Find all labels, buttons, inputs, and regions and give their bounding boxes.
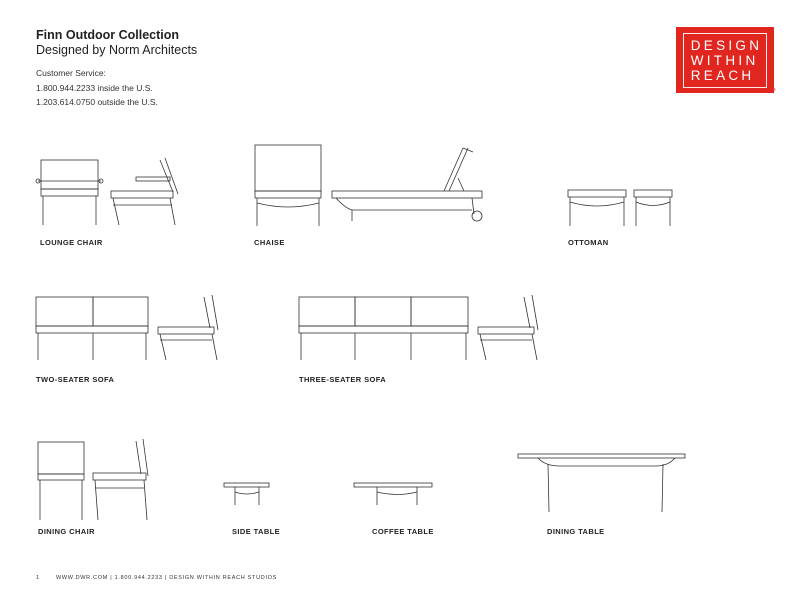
logo-line-reach: REACH <box>690 67 755 83</box>
lounge-chair-side-drawing <box>111 158 178 225</box>
phone-intl: 1.203.614.0750 outside the U.S. <box>36 97 158 107</box>
page-number: 1 <box>36 575 40 581</box>
page-subtitle: Designed by Norm Architects <box>36 43 198 57</box>
label-lounge-chair: LOUNGE CHAIR <box>40 238 103 247</box>
dining-table-drawing <box>518 454 685 512</box>
two-seater-sofa-side-drawing <box>158 295 218 360</box>
two-seater-sofa-front-drawing <box>36 297 148 360</box>
dining-chair-front-drawing <box>38 442 84 520</box>
label-dining-chair: DINING CHAIR <box>38 527 95 536</box>
side-table-drawing <box>224 483 269 505</box>
ottoman-drawing-1 <box>568 190 626 226</box>
label-dining-table: DINING TABLE <box>547 527 605 536</box>
phone-us: 1.800.944.2233 inside the U.S. <box>36 83 153 93</box>
page-title: Finn Outdoor Collection <box>36 28 180 42</box>
registered-mark: ® <box>773 87 776 92</box>
footer-text: WWW.DWR.COM | 1.800.944.2233 | DESIGN WITHIN REACH STUDIOS <box>56 575 278 581</box>
chaise-side-drawing <box>332 148 482 221</box>
logo-line-design: DESIGN <box>690 37 763 53</box>
label-chaise: CHAISE <box>254 238 285 247</box>
coffee-table-drawing <box>354 483 432 505</box>
chaise-front-drawing <box>255 145 321 226</box>
label-side-table: SIDE TABLE <box>232 527 281 536</box>
label-ottoman: OTTOMAN <box>568 238 609 247</box>
customer-service-label: Customer Service: <box>36 68 106 78</box>
label-coffee-table: COFFEE TABLE <box>372 527 434 536</box>
label-two-seater-sofa: TWO-SEATER SOFA <box>36 375 115 384</box>
ottoman-drawing-2 <box>634 190 672 226</box>
lounge-chair-front-drawing <box>36 160 103 225</box>
label-three-seater-sofa: THREE-SEATER SOFA <box>299 375 387 384</box>
three-seater-sofa-front-drawing <box>299 297 468 360</box>
dining-chair-side-drawing <box>93 439 148 520</box>
three-seater-sofa-side-drawing <box>478 295 538 360</box>
logo-line-within: WITHIN <box>690 52 759 68</box>
